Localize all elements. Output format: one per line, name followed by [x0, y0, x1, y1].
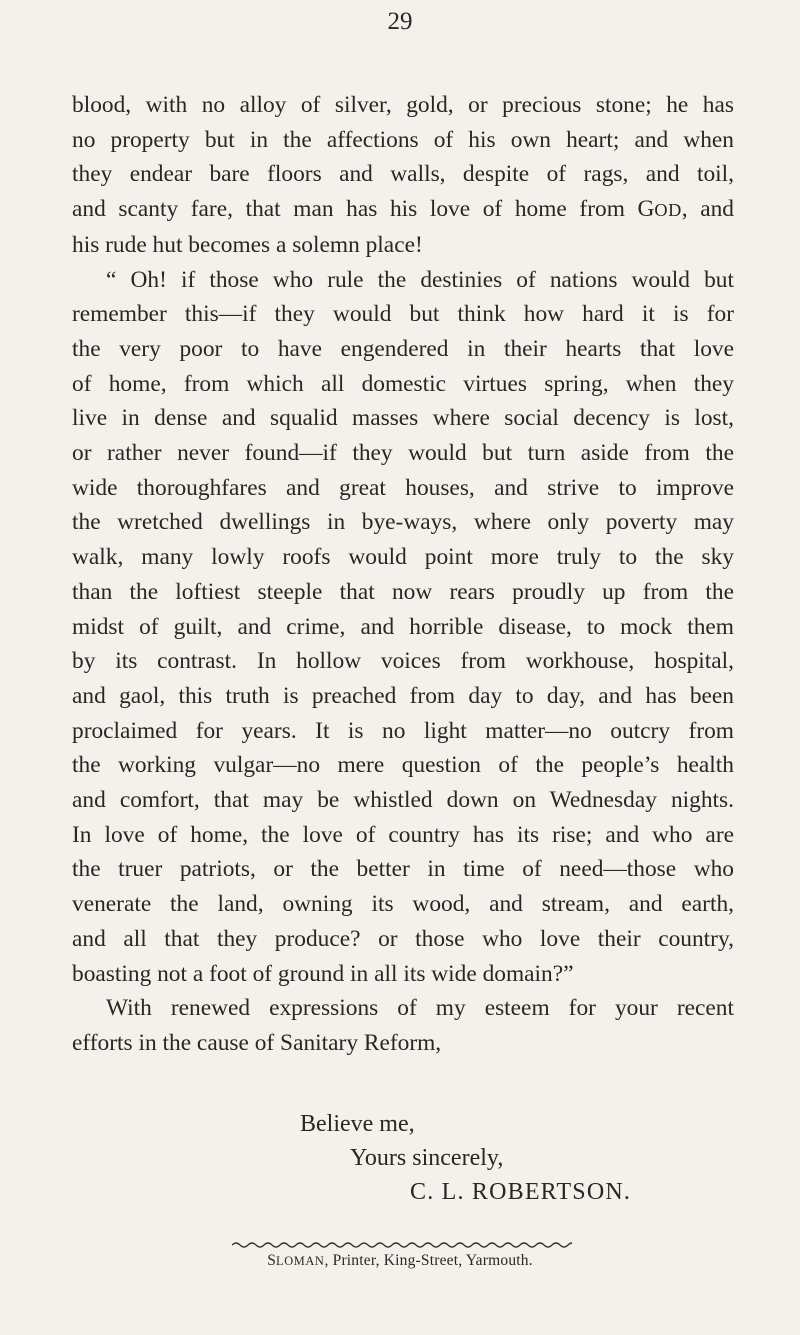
text-line: and scanty fare, that man has his love of home from GOD, and [72, 196, 735, 223]
text-line: or rather never found—if they would but turn aside from the [72, 440, 734, 467]
text-line: live in dense and squalid masses where social decency is lost, [72, 405, 734, 432]
text-line: his rude hut becomes a solemn place! [72, 231, 423, 258]
text-line: the working vulgar—no mere question of the people’s health [72, 752, 734, 779]
text-line: and all that they produce? or those who love their country, [72, 925, 734, 952]
text-line: efforts in the cause of Sanitary Reform, [72, 1029, 442, 1056]
text-line: by its contrast. In hollow voices from workhouse, hospital, [72, 648, 734, 675]
text-line: no property but in the affections of his own heart; and when [72, 126, 734, 153]
text-line: proclaimed for years. It is no light matter—no outcry from [72, 717, 734, 744]
wavy-rule-ornament [232, 1240, 572, 1250]
text-line: than the loftiest steeple that now rears proudly up from the [72, 578, 734, 605]
text-line: midst of guilt, and crime, and horrible disease, to mock them [72, 613, 734, 640]
valediction: Yours sincerely, [350, 1145, 504, 1171]
text-line: they endear bare floors and walls, despite of rags, and toil, [72, 161, 734, 188]
letter-body [72, 88, 734, 1061]
printer-imprint: SLOMAN, Printer, King-Street, Yarmouth. [267, 1252, 533, 1269]
text-line: In love of home, the love of country has its rise; and who are [72, 821, 734, 848]
text-line: blood, with no alloy of silver, gold, or precious stone; he has [72, 92, 734, 118]
text-line: “ Oh! if those who rule the destinies of nations would but [106, 266, 734, 293]
text-line: remember this—if they would but think how hard it is for [72, 301, 734, 328]
salutation: Believe me, [300, 1111, 415, 1137]
text-line: With renewed expressions of my esteem for your recent [106, 995, 734, 1022]
page-number: 29 [387, 8, 413, 35]
text-line: the very poor to have engendered in their hearts that love [72, 335, 734, 362]
signature: C. L. ROBERTSON. [410, 1179, 632, 1205]
text-line: and gaol, this truth is preached from day to day, and has been [72, 682, 734, 709]
text-line: and comfort, that may be whistled down on Wednesday nights. [72, 787, 734, 814]
text-line: walk, many lowly roofs would point more truly to the sky [72, 544, 734, 571]
text-line: boasting not a foot of ground in all its wide domain?” [72, 960, 574, 987]
text-line: the wretched dwellings in bye-ways, where only poverty may [72, 509, 734, 536]
text-line: the truer patriots, or the better in time of need—those who [72, 856, 734, 883]
text-line: venerate the land, owning its wood, and stream, and earth, [72, 891, 734, 918]
text-line: of home, from which all domestic virtues spring, when they [72, 370, 734, 397]
text-line: wide thoroughfares and great houses, and strive to improve [72, 474, 734, 501]
